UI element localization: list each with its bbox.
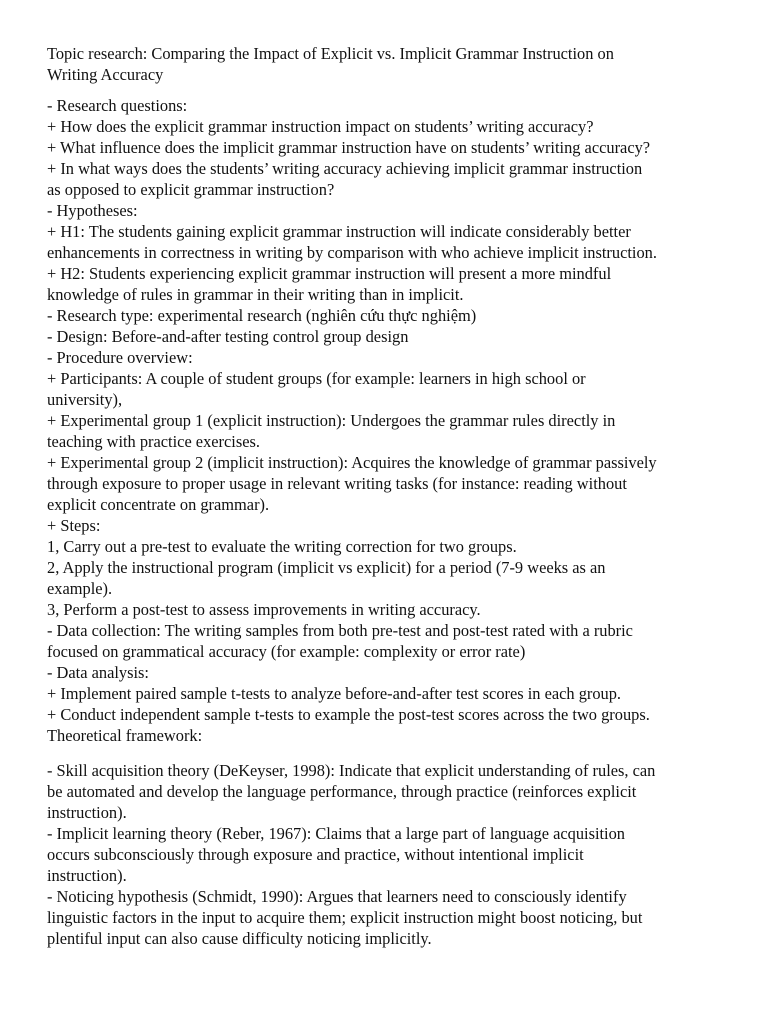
text-line: instruction). bbox=[47, 866, 127, 885]
text-line: + Steps: bbox=[47, 516, 101, 535]
text-line: enhancements in correctness in writing by comparison with who achieve implicit instruction. bbox=[47, 243, 657, 262]
text-line: knowledge of rules in grammar in their writing than in implicit. bbox=[47, 285, 464, 304]
text-line: - Skill acquisition theory (DeKeyser, 1998): Indicate that explicit understanding of rules, can bbox=[47, 761, 656, 780]
text-line: plentiful input can also cause difficulty noticing implicitly. bbox=[47, 929, 432, 948]
text-line: example). bbox=[47, 579, 113, 598]
text-line: - Research questions: bbox=[47, 96, 188, 115]
text-line: 1, Carry out a pre-test to evaluate the writing correction for two groups. bbox=[47, 537, 517, 556]
text-line: - Procedure overview: bbox=[47, 348, 193, 367]
text-line: - Implicit learning theory (Reber, 1967): Claims that a large part of language acquisition bbox=[47, 824, 626, 843]
text-line: teaching with practice exercises. bbox=[47, 432, 260, 451]
text-line: - Hypotheses: bbox=[47, 201, 138, 220]
text-line: instruction). bbox=[47, 803, 127, 822]
text-line: - Data collection: The writing samples from both pre-test and post-test rated with a rubric bbox=[47, 621, 633, 640]
text-line: + Participants: A couple of student groups (for example: learners in high school or bbox=[47, 369, 586, 388]
theoretical-framework bbox=[47, 760, 737, 949]
text-line: + How does the explicit grammar instruction impact on students’ writing accuracy? bbox=[47, 117, 594, 136]
text-line: - Data analysis: bbox=[47, 663, 149, 682]
text-line: + H2: Students experiencing explicit grammar instruction will present a more mindful bbox=[47, 264, 612, 283]
text-line: + Implement paired sample t-tests to analyze before-and-after test scores in each group. bbox=[47, 684, 622, 703]
section-heading: Theoretical framework: bbox=[47, 726, 203, 745]
text-line: 2, Apply the instructional program (implicit vs explicit) for a period (7-9 weeks as an bbox=[47, 558, 606, 577]
title-line: Writing Accuracy bbox=[47, 65, 164, 84]
text-line: be automated and develop the language performance, through practice (reinforces explicit bbox=[47, 782, 637, 801]
text-line: as opposed to explicit grammar instruction? bbox=[47, 180, 335, 199]
text-line: focused on grammatical accuracy (for example: complexity or error rate) bbox=[47, 642, 526, 661]
text-line: 3, Perform a post-test to assess improvements in writing accuracy. bbox=[47, 600, 481, 619]
text-line: + In what ways does the students’ writing accuracy achieving implicit grammar instruction bbox=[47, 159, 643, 178]
research-outline bbox=[47, 95, 737, 746]
text-line: linguistic factors in the input to acquire them; explicit instruction might boost noticing, but bbox=[47, 908, 643, 927]
text-line: explicit concentrate on grammar). bbox=[47, 495, 270, 514]
text-line: occurs subconsciously through exposure and practice, without intentional implicit bbox=[47, 845, 584, 864]
text-line: + H1: The students gaining explicit grammar instruction will indicate considerably better bbox=[47, 222, 631, 241]
text-line: through exposure to proper usage in relevant writing tasks (for instance: reading without bbox=[47, 474, 627, 493]
text-line: + What influence does the implicit grammar instruction have on students’ writing accuracy? bbox=[47, 138, 651, 157]
text-line: - Research type: experimental research (nghiên cứu thực nghiệm) bbox=[47, 306, 477, 325]
text-line: - Noticing hypothesis (Schmidt, 1990): Argues that learners need to consciously identify bbox=[47, 887, 627, 906]
document-title bbox=[47, 43, 737, 85]
text-line: + Experimental group 1 (explicit instruction): Undergoes the grammar rules directly in bbox=[47, 411, 616, 430]
title-line: Topic research: Comparing the Impact of Explicit vs. Implicit Grammar Instruction on bbox=[47, 44, 614, 63]
text-line: university), bbox=[47, 390, 123, 409]
text-line: + Conduct independent sample t-tests to example the post-test scores across the two groups. bbox=[47, 705, 650, 724]
text-line: + Experimental group 2 (implicit instruction): Acquires the knowledge of grammar passively bbox=[47, 453, 657, 472]
text-line: - Design: Before-and-after testing control group design bbox=[47, 327, 409, 346]
